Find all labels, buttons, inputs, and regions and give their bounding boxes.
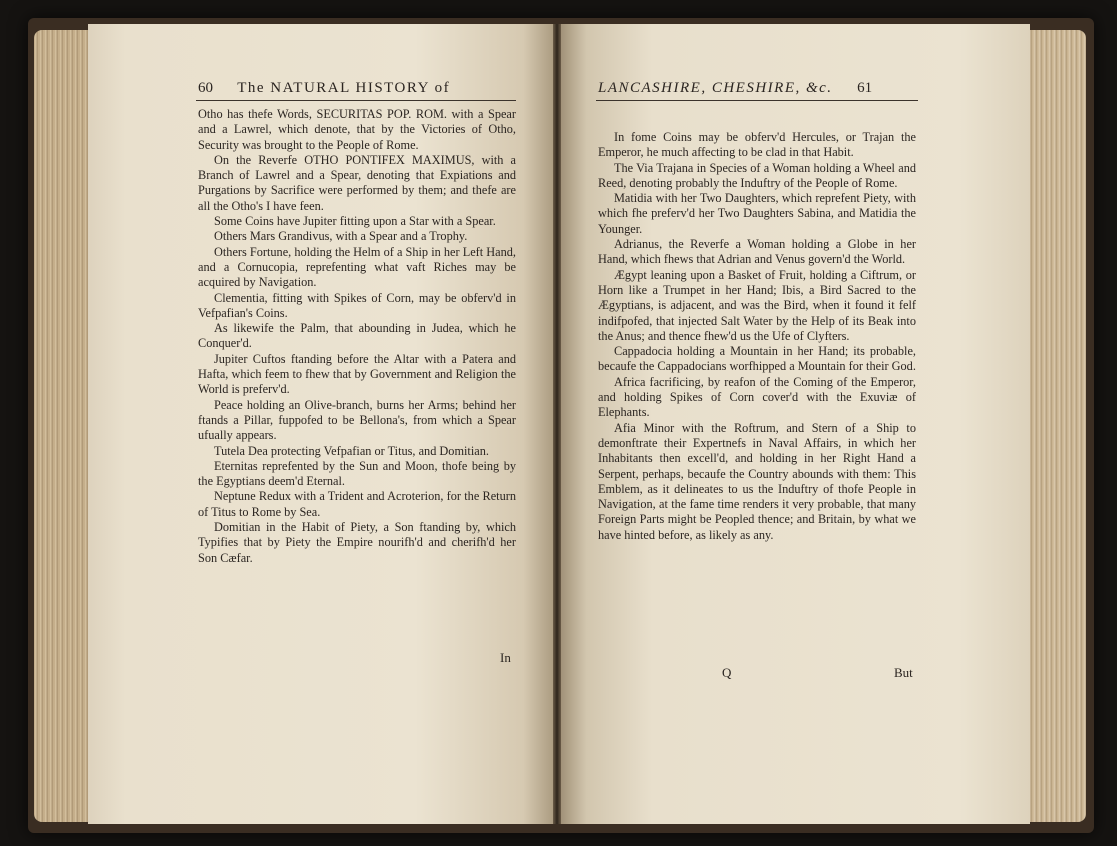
book-gutter [553,24,561,824]
right-running-head-block [598,80,872,97]
paragraph: Others Mars Grandivus, with a Spear and a Trophy. [214,229,468,244]
right-page-text [598,130,916,543]
paragraph: Domitian in the Habit of Piety, a Son ftanding by, which Typifies that by Piety the Empire nourifh'd and cherifh'd her Son Cæfar. [198,520,516,565]
left-catchword: In [500,650,511,665]
paragraph: As likewife the Palm, that abounding in Judea, which he Conquer'd. [198,321,516,351]
right-catchword: But [894,665,913,680]
paragraph: Some Coins have Jupiter fitting upon a Star with a Spear. [214,214,496,229]
paragraph: Otho has thefe Words, SECURITAS POP. ROM. with a Spear and a Lawrel, which denote, that by the Victories of Otho, Security was brought to the People of Rome. [198,107,516,152]
right-running-head: LANCASHIRE, CHESHIRE, &c. [598,80,833,96]
paragraph: Clementia, fitting with Spikes of Corn, may be obferv'd in Vefpafian's Coins. [198,290,516,320]
left-page-edges [34,30,88,822]
signature-mark: Q [722,665,732,680]
right-header-rule [596,100,918,101]
left-page-number: 60 [198,80,213,96]
paragraph: Eternitas reprefented by the Sun and Moon, thofe being by the Egyptians deem'd Eternal. [198,458,516,489]
paragraph: Afia Minor with the Roftrum, and Stern of a Ship to demonftrate their Expertnefs in Naval Affairs, in which her Inhabitants then excell'd, and holding in her Right Hand a Serpent, perhaps, becaufe the Country abounds with them: This Emblem, as it delineates to us the Induftry of thofe People in Navigation, at the fame time renders it very probable, that many Foreign Parts might be Peopled thence; and Britain, by what we have hinted before, as likely as any. [598,420,916,542]
paragraph: Adrianus, the Reverfe a Woman holding a Globe in her Hand, which fhews that Adrian and Venus govern'd the World. [598,237,916,267]
paragraph: Cappadocia holding a Mountain in her Hand; its probable, becaufe the Cappadocians worfhipped a Mountain for their God. [598,344,916,374]
left-running-head-block [198,80,450,97]
paragraph: The Via Trajana in Species of a Woman holding a Wheel and Reed, denoting probably the Induftry of the People of Rome. [598,160,916,190]
paragraph: In fome Coins may be obferv'd Hercules, or Trajan the Emperor, he much affecting to be clad in that Habit. [598,130,916,160]
left-header-rule [196,100,516,101]
left-page-text [198,107,516,566]
paragraph: Peace holding an Olive-branch, burns her Arms; behind her ftands a Pillar, fuppofed to be Bellona's, from which a Spear ufually appears. [198,397,516,443]
paragraph: On the Reverfe OTHO PONTIFEX MAXIMUS, with a Branch of Lawrel and a Spear, denoting that Expiations and Purgations by Sacrifice were performed by them; and thefe are all the Otho's I have feen. [198,152,516,213]
left-running-head: The NATURAL HISTORY of [237,80,451,96]
paragraph: Jupiter Cuftos ftanding before the Altar with a Patera and Hafta, which feem to fhew that by Government and Religion the World is preferv'd. [198,351,516,397]
paragraph: Africa facrificing, by reafon of the Coming of the Emperor, and holding Spikes of Corn cover'd with the Exuviæ of Elephants. [598,374,916,420]
paragraph: Others Fortune, holding the Helm of a Ship in her Left Hand, and a Cornucopia, reprefenting what vaft Riches may be acquired by Navigation. [198,244,516,290]
paragraph: Neptune Redux with a Trident and Acroterion, for the Return of Titus to Rome by Sea. [198,489,516,519]
paragraph: Ægypt leaning upon a Basket of Fruit, holding a Ciftrum, or Horn like a Trumpet in her Hand; Ibis, a Bird Sacred to the Ægyptians, is adjacent, and was the Bird, when it found it felf indifpofed, that injected Salt Water by the Help of its Beak into the Anus; and thence fhew'd us the Ufe of Clyfters. [598,267,916,343]
right-page-number: 61 [857,80,873,96]
paragraph: Tutela Dea protecting Vefpafian or Titus, and Domitian. [214,443,489,458]
paragraph: Matidia with her Two Daughters, which reprefent Piety, with which fhe preferv'd her Two Daughters Sabina, and Matidia the Younger. [598,191,916,236]
right-page-edges [1028,30,1086,822]
